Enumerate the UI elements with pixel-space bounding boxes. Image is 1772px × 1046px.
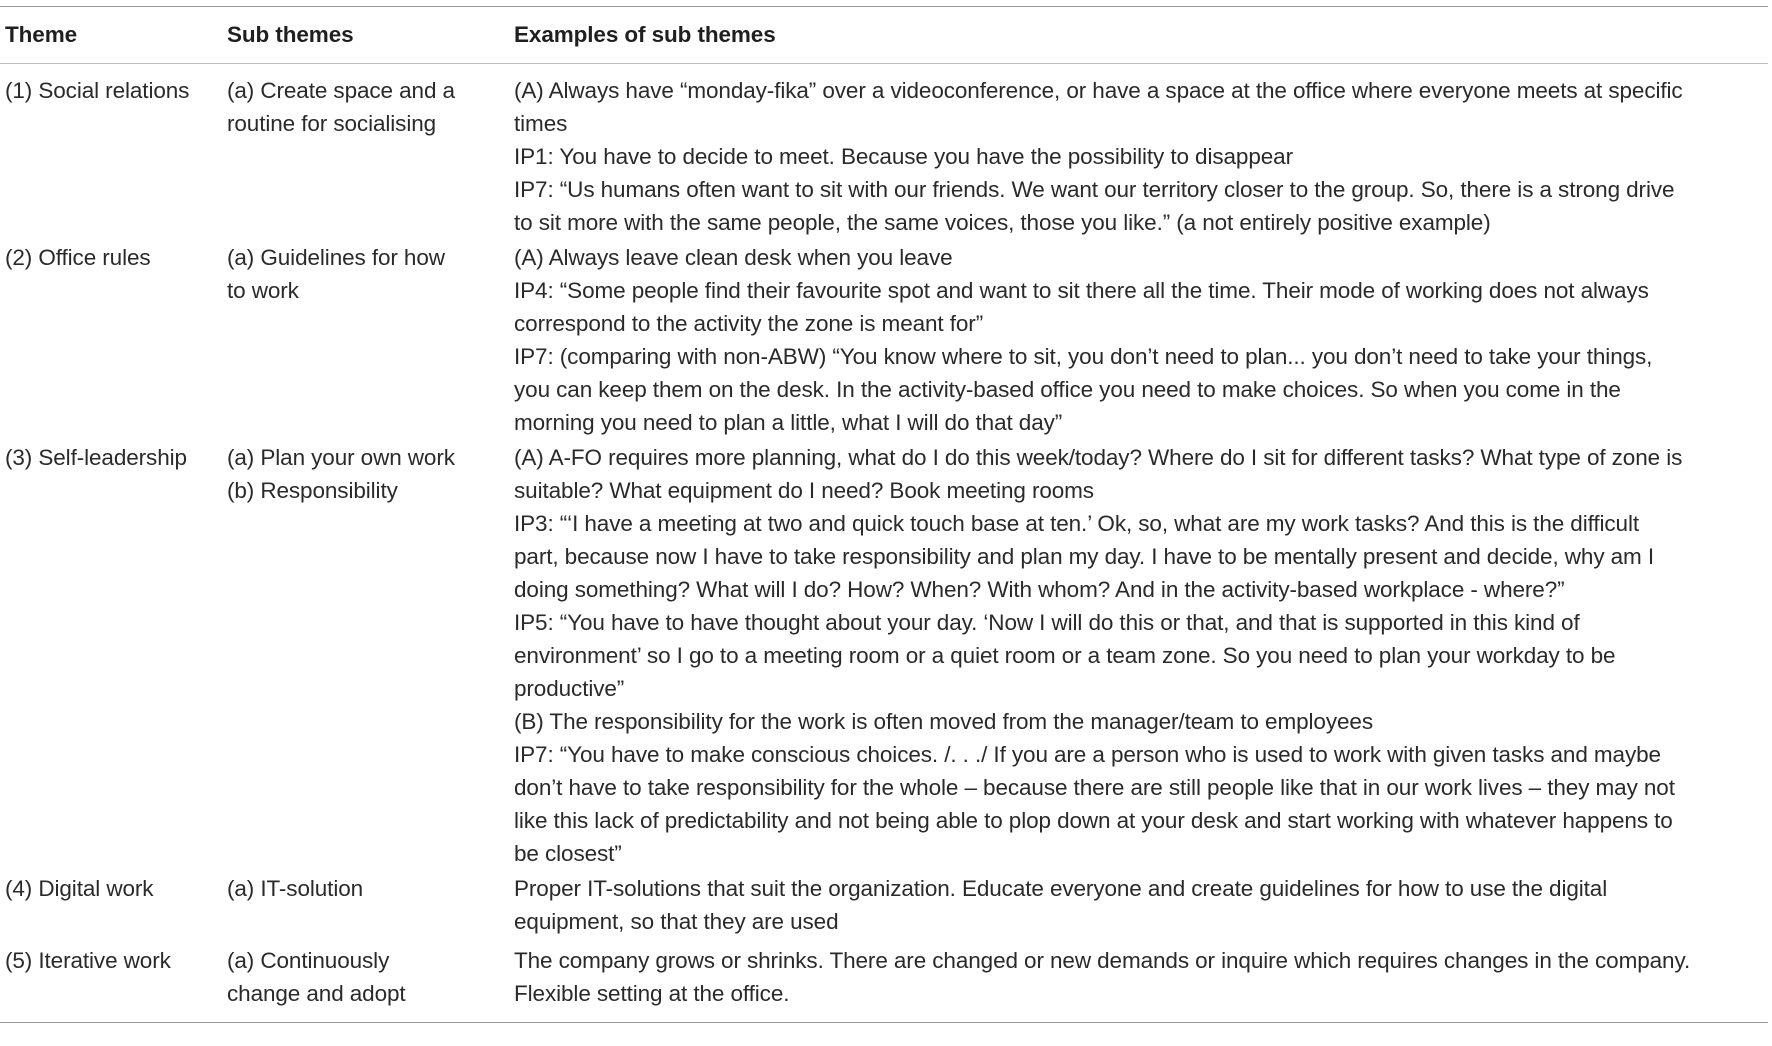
example-line: be closest” xyxy=(514,841,622,866)
example-line: IP3: “‘I have a meeting at two and quick touch base at ten.’ Ok, so, what are my work tasks? And this is the difficult xyxy=(514,511,1640,536)
sub-theme-line: (a) Guidelines for how xyxy=(227,245,445,270)
themes-table xyxy=(0,6,1768,1023)
sub-theme-cell xyxy=(227,944,514,1010)
table-header-row xyxy=(0,7,1768,63)
table-bottom-rule xyxy=(0,1022,1768,1023)
theme-cell xyxy=(0,944,227,1010)
example-line: times xyxy=(514,111,568,136)
example-line: part, because now I have to take responsibility and plan my day. I have to be mentally present and decide, why am I xyxy=(514,544,1654,569)
example-line: morning you need to plan a little, what I will do that day” xyxy=(514,410,1063,435)
table-row xyxy=(0,441,1768,870)
example-line: (B) The responsibility for the work is often moved from the manager/team to employees xyxy=(514,709,1373,734)
sub-theme-line: (a) Create space and a xyxy=(227,78,455,103)
theme-cell xyxy=(0,74,227,239)
sub-theme-cell xyxy=(227,241,514,439)
sub-theme-line: routine for socialising xyxy=(227,111,437,136)
example-line: IP7: (comparing with non-ABW) “You know where to sit, you don’t need to plan... you don’t need to take your things, xyxy=(514,344,1653,369)
example-line: environment’ so I go to a meeting room or a quiet room or a team zone. So you need to plan your workday to be xyxy=(514,643,1616,668)
sub-theme-line: change and adopt xyxy=(227,981,406,1006)
sub-theme-line: (a) Continuously xyxy=(227,948,390,973)
theme-cell xyxy=(0,441,227,870)
example-line: Flexible setting at the office. xyxy=(514,981,790,1006)
example-line: (A) A-FO requires more planning, what do I do this week/today? Where do I sit for different tasks? What type of zone is xyxy=(514,445,1683,470)
sub-theme-line: (b) Responsibility xyxy=(227,478,398,503)
table-row xyxy=(0,241,1768,439)
example-line: (A) Always leave clean desk when you leave xyxy=(514,245,953,270)
example-line: productive” xyxy=(514,676,625,701)
examples-cell xyxy=(514,441,1768,870)
sub-theme-cell xyxy=(227,74,514,239)
example-line: IP4: “Some people find their favourite spot and want to sit there all the time. Their mode of working does not always xyxy=(514,278,1649,303)
example-line: suitable? What equipment do I need? Book meeting rooms xyxy=(514,478,1094,503)
theme-text: (3) Self-leadership xyxy=(5,445,187,470)
examples-cell xyxy=(514,872,1768,938)
theme-cell xyxy=(0,241,227,439)
example-line: you can keep them on the desk. In the activity-based office you need to make choices. So when you come in the xyxy=(514,377,1621,402)
examples-cell xyxy=(514,74,1768,239)
example-line: IP7: “Us humans often want to sit with our friends. We want our territory closer to the group. So, there is a strong drive xyxy=(514,177,1675,202)
sub-theme-line: (a) IT-solution xyxy=(227,876,364,901)
sub-theme-line: (a) Plan your own work xyxy=(227,445,455,470)
table-row xyxy=(0,74,1768,239)
examples-cell xyxy=(514,241,1768,439)
theme-text: (4) Digital work xyxy=(5,876,154,901)
table-row xyxy=(0,872,1768,938)
example-line: to sit more with the same people, the same voices, those you like.” (a not entirely positive example) xyxy=(514,210,1491,235)
theme-text: (5) Iterative work xyxy=(5,948,171,973)
example-line: IP5: “You have to have thought about your day. ‘Now I will do this or that, and that is supported in this kind of xyxy=(514,610,1580,635)
example-line: like this lack of predictability and not being able to plop down at your desk and start working with whatever happens to xyxy=(514,808,1673,833)
table-row xyxy=(0,944,1768,1016)
example-line: IP7: “You have to make conscious choices. /. . ./ If you are a person who is used to work with given tasks and maybe xyxy=(514,742,1661,767)
example-line: doing something? What will I do? How? When? With whom? And in the activity-based workplace - where?” xyxy=(514,577,1565,602)
header-sub-themes: Sub themes xyxy=(227,22,354,47)
sub-theme-line: to work xyxy=(227,278,299,303)
example-line: don’t have to take responsibility for the whole – because there are still people like that in our work lives – they may not xyxy=(514,775,1675,800)
header-theme: Theme xyxy=(5,22,78,47)
example-line: IP1: You have to decide to meet. Because you have the possibility to disappear xyxy=(514,144,1293,169)
theme-text: (2) Office rules xyxy=(5,245,151,270)
example-line: (A) Always have “monday-fika” over a videoconference, or have a space at the office where everyone meets at specific xyxy=(514,78,1683,103)
example-line: Proper IT-solutions that suit the organization. Educate everyone and create guidelines for how to use the digital xyxy=(514,876,1608,901)
sub-theme-cell xyxy=(227,872,514,938)
sub-theme-cell xyxy=(227,441,514,870)
example-line: correspond to the activity the zone is meant for” xyxy=(514,311,984,336)
theme-text: (1) Social relations xyxy=(5,78,190,103)
header-examples: Examples of sub themes xyxy=(514,22,776,47)
example-line: equipment, so that they are used xyxy=(514,909,839,934)
example-line: The company grows or shrinks. There are changed or new demands or inquire which requires changes in the company. xyxy=(514,948,1691,973)
examples-cell xyxy=(514,944,1768,1010)
theme-cell xyxy=(0,872,227,938)
